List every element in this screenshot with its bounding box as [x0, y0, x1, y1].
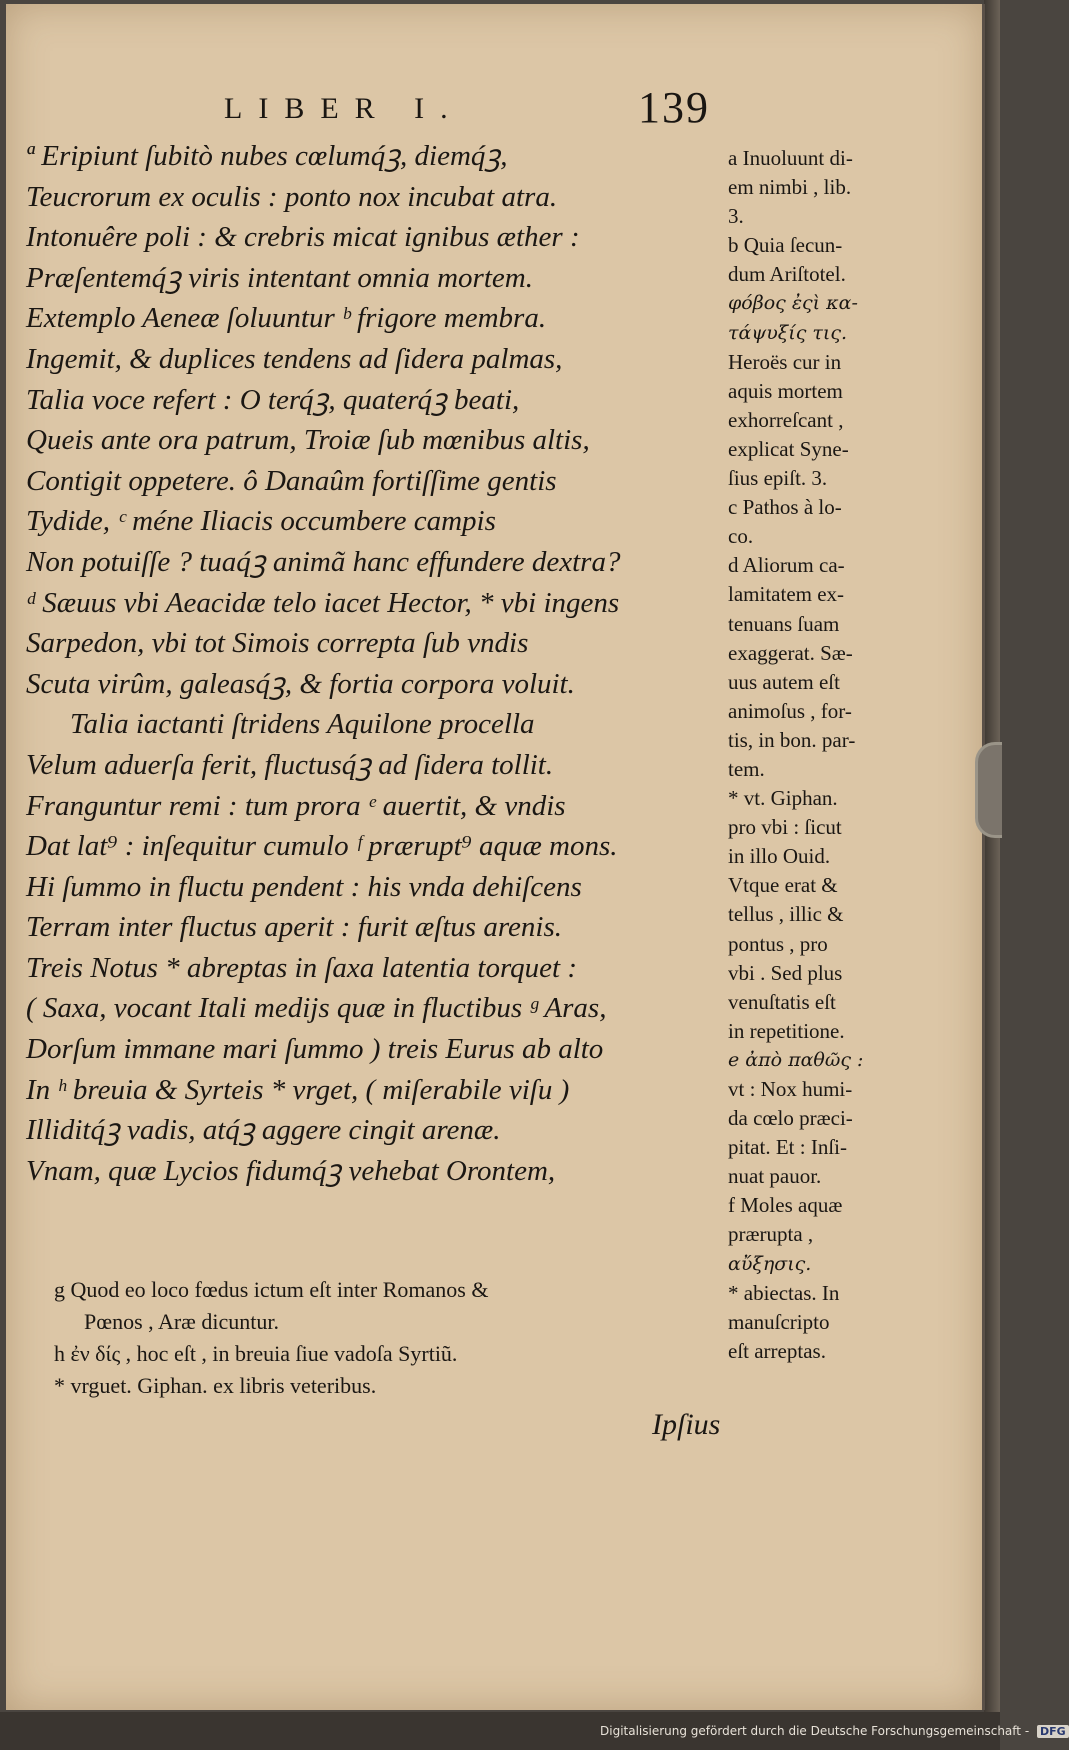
- margin-line: in illo Ouid.: [728, 844, 831, 869]
- page-header: [6, 78, 982, 138]
- margin-line: φόβος ἐςὶ κα-: [728, 292, 858, 315]
- margin-line: d Aliorum ca-: [728, 553, 845, 578]
- verse-line: Non potuiſſe ? tuaq́ꝫ animã hanc effundere dextra?: [26, 545, 621, 578]
- digitization-credit: [600, 1724, 1066, 1738]
- margin-line: a Inuoluunt di-: [728, 146, 853, 170]
- verse-line: Dat lat⁹ : inſequitur cumulo ᶠ prærupt⁹ aquæ mons.: [26, 830, 618, 863]
- footnote-line: Pœnos , Aræ dicuntur.: [84, 1309, 279, 1334]
- margin-line: animoſus , for-: [728, 698, 852, 723]
- verse-line: Queis ante ora patrum, Troiæ ſub mœnibus altis,: [26, 424, 590, 457]
- margin-line: tis, in bon. par-: [728, 727, 856, 752]
- footnote-line: * vrguet. Giphan. ex libris veteribus.: [54, 1373, 377, 1398]
- margin-line: pro vbi : ſicut: [728, 815, 842, 840]
- footnote-line: h ἐν δίς , hoc eſt , in breuia ſiue vadoſa Syrtiũ.: [54, 1341, 458, 1366]
- margin-line: vbi . Sed plus: [728, 960, 843, 985]
- margin-line: f Moles aquæ: [728, 1193, 843, 1218]
- margin-line: tenuans ſuam: [728, 611, 840, 636]
- verse-line: Extemplo Aeneæ ſoluuntur ᵇ frigore membra.: [26, 302, 547, 335]
- book-page: [6, 4, 985, 1710]
- margin-line: τάψυξίς τις.: [728, 321, 848, 344]
- margin-line: venuſtatis eſt: [728, 989, 836, 1014]
- margin-line: manuſcripto: [728, 1309, 830, 1334]
- margin-line: * vt. Giphan.: [728, 786, 838, 811]
- margin-line: c Pathos à lo-: [728, 495, 842, 520]
- page-number: 139: [638, 83, 710, 132]
- verse-line: Vnam, quæ Lycios fidumq́ꝫ vehebat Orontem,: [26, 1154, 556, 1187]
- margin-line: in repetitione.: [728, 1018, 845, 1043]
- margin-line: dum Ariſtotel.: [728, 262, 846, 287]
- running-head: LIBER I.: [224, 92, 464, 125]
- book-edge-right: [984, 0, 1000, 1715]
- margin-line: 3.: [728, 204, 744, 229]
- margin-line: explicat Syne-: [728, 436, 849, 461]
- credit-text: Digitalisierung gefördert durch die Deutsche Forschungsgemeinschaft -: [600, 1724, 1030, 1738]
- verse-line: Terram inter fluctus aperit : furit æſtus arenis.: [26, 911, 563, 944]
- catchword: Ipſius: [652, 1408, 721, 1441]
- verse-line: Scuta virûm, galeasq́ꝫ, & fortia corpora voluit.: [26, 667, 575, 700]
- margin-line: Heroës cur in: [728, 349, 842, 374]
- margin-line: lamitatem ex-: [728, 582, 845, 607]
- margin-line: prærupta ,: [728, 1222, 814, 1247]
- margin-line: em nimbi , lib.: [728, 175, 852, 200]
- book-clasp: [975, 742, 1002, 838]
- margin-line: aquis mortem: [728, 378, 843, 403]
- margin-line: tem.: [728, 756, 765, 781]
- verse-line: Intonuêre poli : & crebris micat ignibus æther :: [26, 221, 580, 254]
- margin-line: vt : Nox humi-: [728, 1077, 853, 1101]
- verse-line: Præſentemq́ꝫ viris intentant omnia mortem.: [26, 261, 533, 294]
- margin-line: pitat. Et : Inſi-: [728, 1135, 847, 1160]
- marginal-notes: [728, 144, 918, 1366]
- verse-line: Tydide, ᶜ méne Iliacis occumbere campis: [26, 505, 496, 538]
- verse-line: Dorſum immane mari ſummo ) treis Eurus ab alto: [26, 1033, 604, 1066]
- verse-line: Franguntur remi : tum prora ᵉ auertit, & vndis: [26, 789, 566, 822]
- footnotes: [54, 1274, 714, 1402]
- verse-line: Illiditq́ꝫ vadis, atq́ꝫ aggere cingit arenæ.: [26, 1114, 501, 1147]
- margin-line: da cœlo præci-: [728, 1106, 853, 1131]
- verse-line: ᵈ Sæuus vbi Aeacidæ telo iacet Hector, * vbi ingens: [26, 586, 620, 619]
- verse-line: Sarpedon, vbi tot Simois correpta ſub vndis: [26, 627, 529, 660]
- margin-line: exhorreſcant ,: [728, 407, 844, 432]
- verse-line: Hi ſummo in fluctu pendent : his vnda dehiſcens: [26, 870, 582, 903]
- margin-line: αὔξησις.: [728, 1252, 812, 1275]
- margin-line: co.: [728, 524, 754, 549]
- margin-line: ſius epiſt. 3.: [728, 466, 828, 491]
- verse-line: Talia voce refert : O terq́ꝫ, quaterq́ꝫ beati,: [26, 383, 520, 416]
- verse-line: In ʰ breuia & Syrteis * vrget, ( miſerabile viſu ): [26, 1073, 570, 1106]
- margin-line: e ἀπὸ παθῶς :: [728, 1048, 864, 1071]
- verse-block: [26, 136, 736, 1191]
- margin-line: pontus , pro: [728, 931, 828, 956]
- verse-line: Ingemit, & duplices tendens ad ſidera palmas,: [26, 342, 563, 375]
- verse-line: ª Eripiunt ſubitò nubes cœlumq́ꝫ, diemq́ꝫ,: [26, 140, 508, 172]
- margin-line: eſt arreptas.: [728, 1338, 826, 1363]
- margin-line: uus autem eſt: [728, 669, 840, 694]
- dfg-logo: DFG: [1037, 1725, 1069, 1738]
- margin-line: exaggerat. Sæ-: [728, 640, 853, 665]
- margin-line: Vtque erat &: [728, 873, 838, 898]
- verse-line: Treis Notus * abreptas in ſaxa latentia torquet :: [26, 951, 577, 984]
- verse-line: Velum aduerſa ferit, fluctusq́ꝫ ad ſidera tollit.: [26, 748, 554, 781]
- margin-line: tellus , illic &: [728, 902, 844, 927]
- margin-line: * abiectas. In: [728, 1280, 840, 1305]
- verse-line: ( Saxa, vocant Itali medijs quæ in fluctibus ᵍ Aras,: [26, 992, 607, 1025]
- verse-line: Contigit oppetere. ô Danaûm fortiſſime gentis: [26, 464, 557, 497]
- margin-line: b Quia ſecun-: [728, 233, 843, 258]
- verse-line: Talia iactanti ſtridens Aquilone procella: [70, 708, 535, 741]
- margin-line: nuat pauor.: [728, 1164, 822, 1189]
- verse-line: Teucrorum ex oculis : ponto nox incubat atra.: [26, 180, 558, 213]
- footnote-line: g Quod eo loco fœdus ictum eſt inter Romanos &: [54, 1277, 489, 1302]
